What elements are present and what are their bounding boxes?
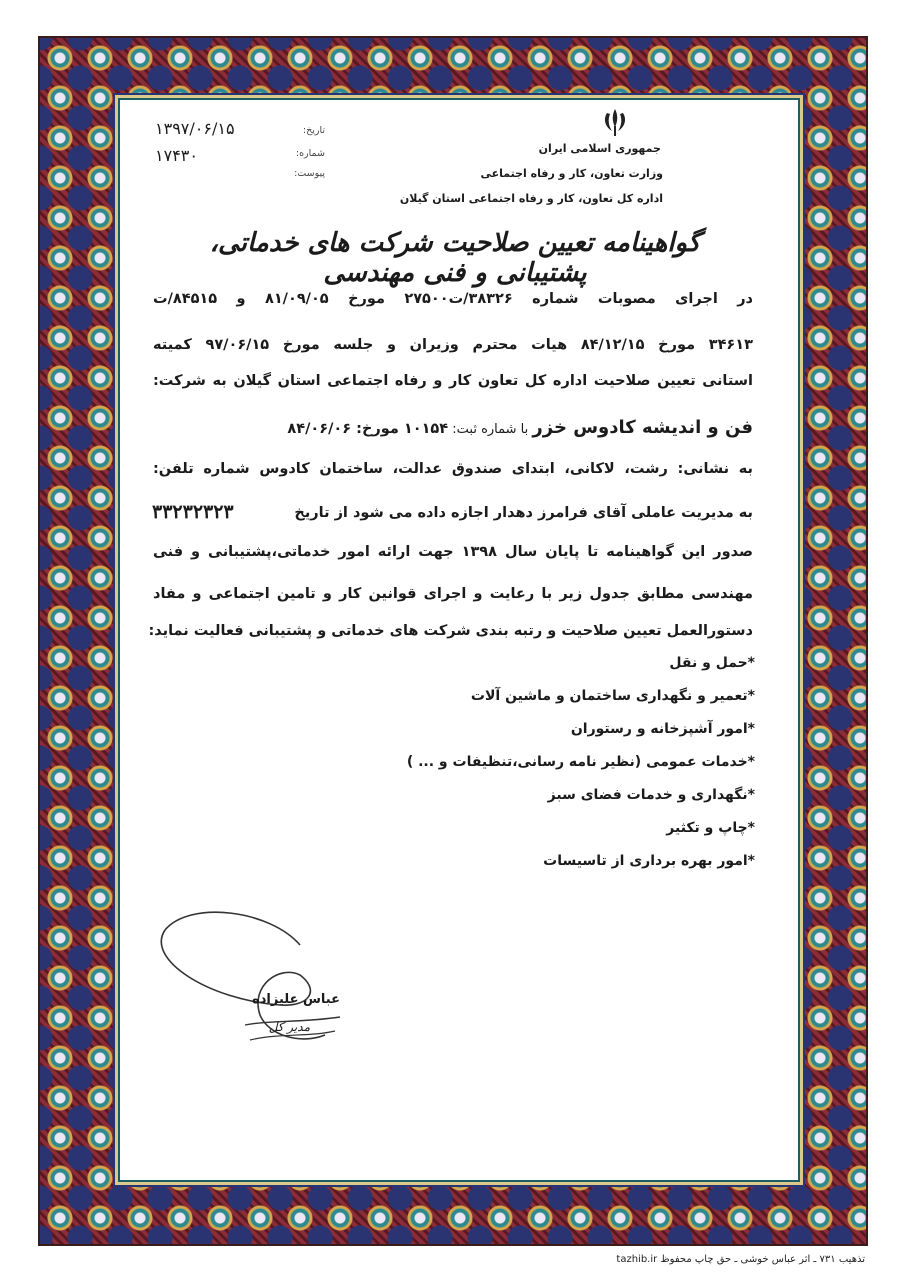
address-line: به نشانی: رشت، لاکانی، ابتدای صندوق عدالت، ساختمان کادوس شماره تلفن: (153, 461, 753, 477)
header-republic: جمهوری اسلامی ایران (538, 142, 661, 155)
registration-label: با شماره ثبت: (448, 422, 533, 437)
phone-number: ۳۳۲۳۲۳۲۳ (152, 501, 234, 523)
activity-item: *چاپ و تکثیر (666, 820, 755, 836)
activity-item: *خدمات عمومی (نظیر نامه رسانی،تنظیفات و ... ) (406, 754, 755, 770)
attachment-label: پیوست: (294, 168, 325, 179)
signer-name: عباس علیزاده (252, 992, 340, 1007)
number-value: ۱۷۴۳۰ (155, 146, 198, 165)
company-line (287, 417, 753, 438)
date-label: تاریخ: (302, 125, 325, 136)
header-ministry: وزارت تعاون، کار و رفاه اجتماعی (480, 167, 663, 180)
manager-line: به مدیریت عاملی آقای فرامرز دهدار اجازه داده می شود از تاریخ (294, 505, 753, 521)
iran-emblem-icon (598, 106, 632, 140)
activity-item: *تعمیر و نگهداری ساختمان و ماشین آلات (470, 688, 755, 704)
activity-item: *امور بهره برداری از تاسیسات (543, 853, 755, 869)
body-line-1: در اجرای مصوبات شماره ۳۸۳۲۶/ت۲۷۵۰۰ مورخ ۸۱/۰۹/۰۵ و ۸۴۵۱۵/ت (153, 291, 753, 307)
registration-date-label: مورخ: (351, 421, 399, 437)
registration-date: ۸۴/۰۶/۰۶ (287, 421, 352, 437)
body-line-8: مهندسی مطابق جدول زیر با رعایت و اجرای قوانین کار و تامین اجتماعی و مفاد (153, 586, 753, 602)
date-value: ۱۳۹۷/۰۶/۱۵ (155, 119, 235, 138)
company-name: فن و اندیشه کادوس خزر (532, 417, 753, 438)
body-line-9: دستورالعمل تعیین صلاحیت و رتبه بندی شرکت های خدماتی و پشتیبانی فعالیت نماید: (148, 623, 753, 639)
activity-item: *نگهداری و خدمات فضای سبز (547, 787, 755, 803)
activity-item: *امور آشپزخانه و رستوران (570, 721, 755, 737)
signer-title: مدیر کل (268, 1020, 310, 1034)
body-line-2: ۳۴۶۱۳ مورخ ۸۴/۱۲/۱۵ هیات محترم وزیران و جلسه مورخ ۹۷/۰۶/۱۵ کمیته (153, 337, 753, 353)
activity-item: *حمل و نقل (669, 655, 755, 671)
certificate-title: گواهینامه تعیین صلاحیت شرکت های خدماتی، پشتیبانی و فنی مهندسی (209, 228, 701, 288)
header-directorate: اداره کل تعاون، کار و رفاه اجتماعی استان گیلان (399, 192, 663, 205)
registration-number: ۱۰۱۵۴ (398, 421, 449, 437)
body-line-3: استانی تعیین صلاحیت اداره کل تعاون کار و رفاه اجتماعی استان گیلان به شرکت: (153, 373, 753, 389)
footer-credit: تذهیب ۷۳۱ ـ اثر عباس خوشی ـ حق چاپ محفوظ tazhib.ir (616, 1254, 865, 1265)
number-label: شماره: (295, 148, 325, 159)
handwritten-signature (150, 905, 350, 1055)
body-line-7: صدور این گواهینامه تا پایان سال ۱۳۹۸ جهت ارائه امور خدماتی،پشتیبانی و فنی (153, 544, 753, 560)
